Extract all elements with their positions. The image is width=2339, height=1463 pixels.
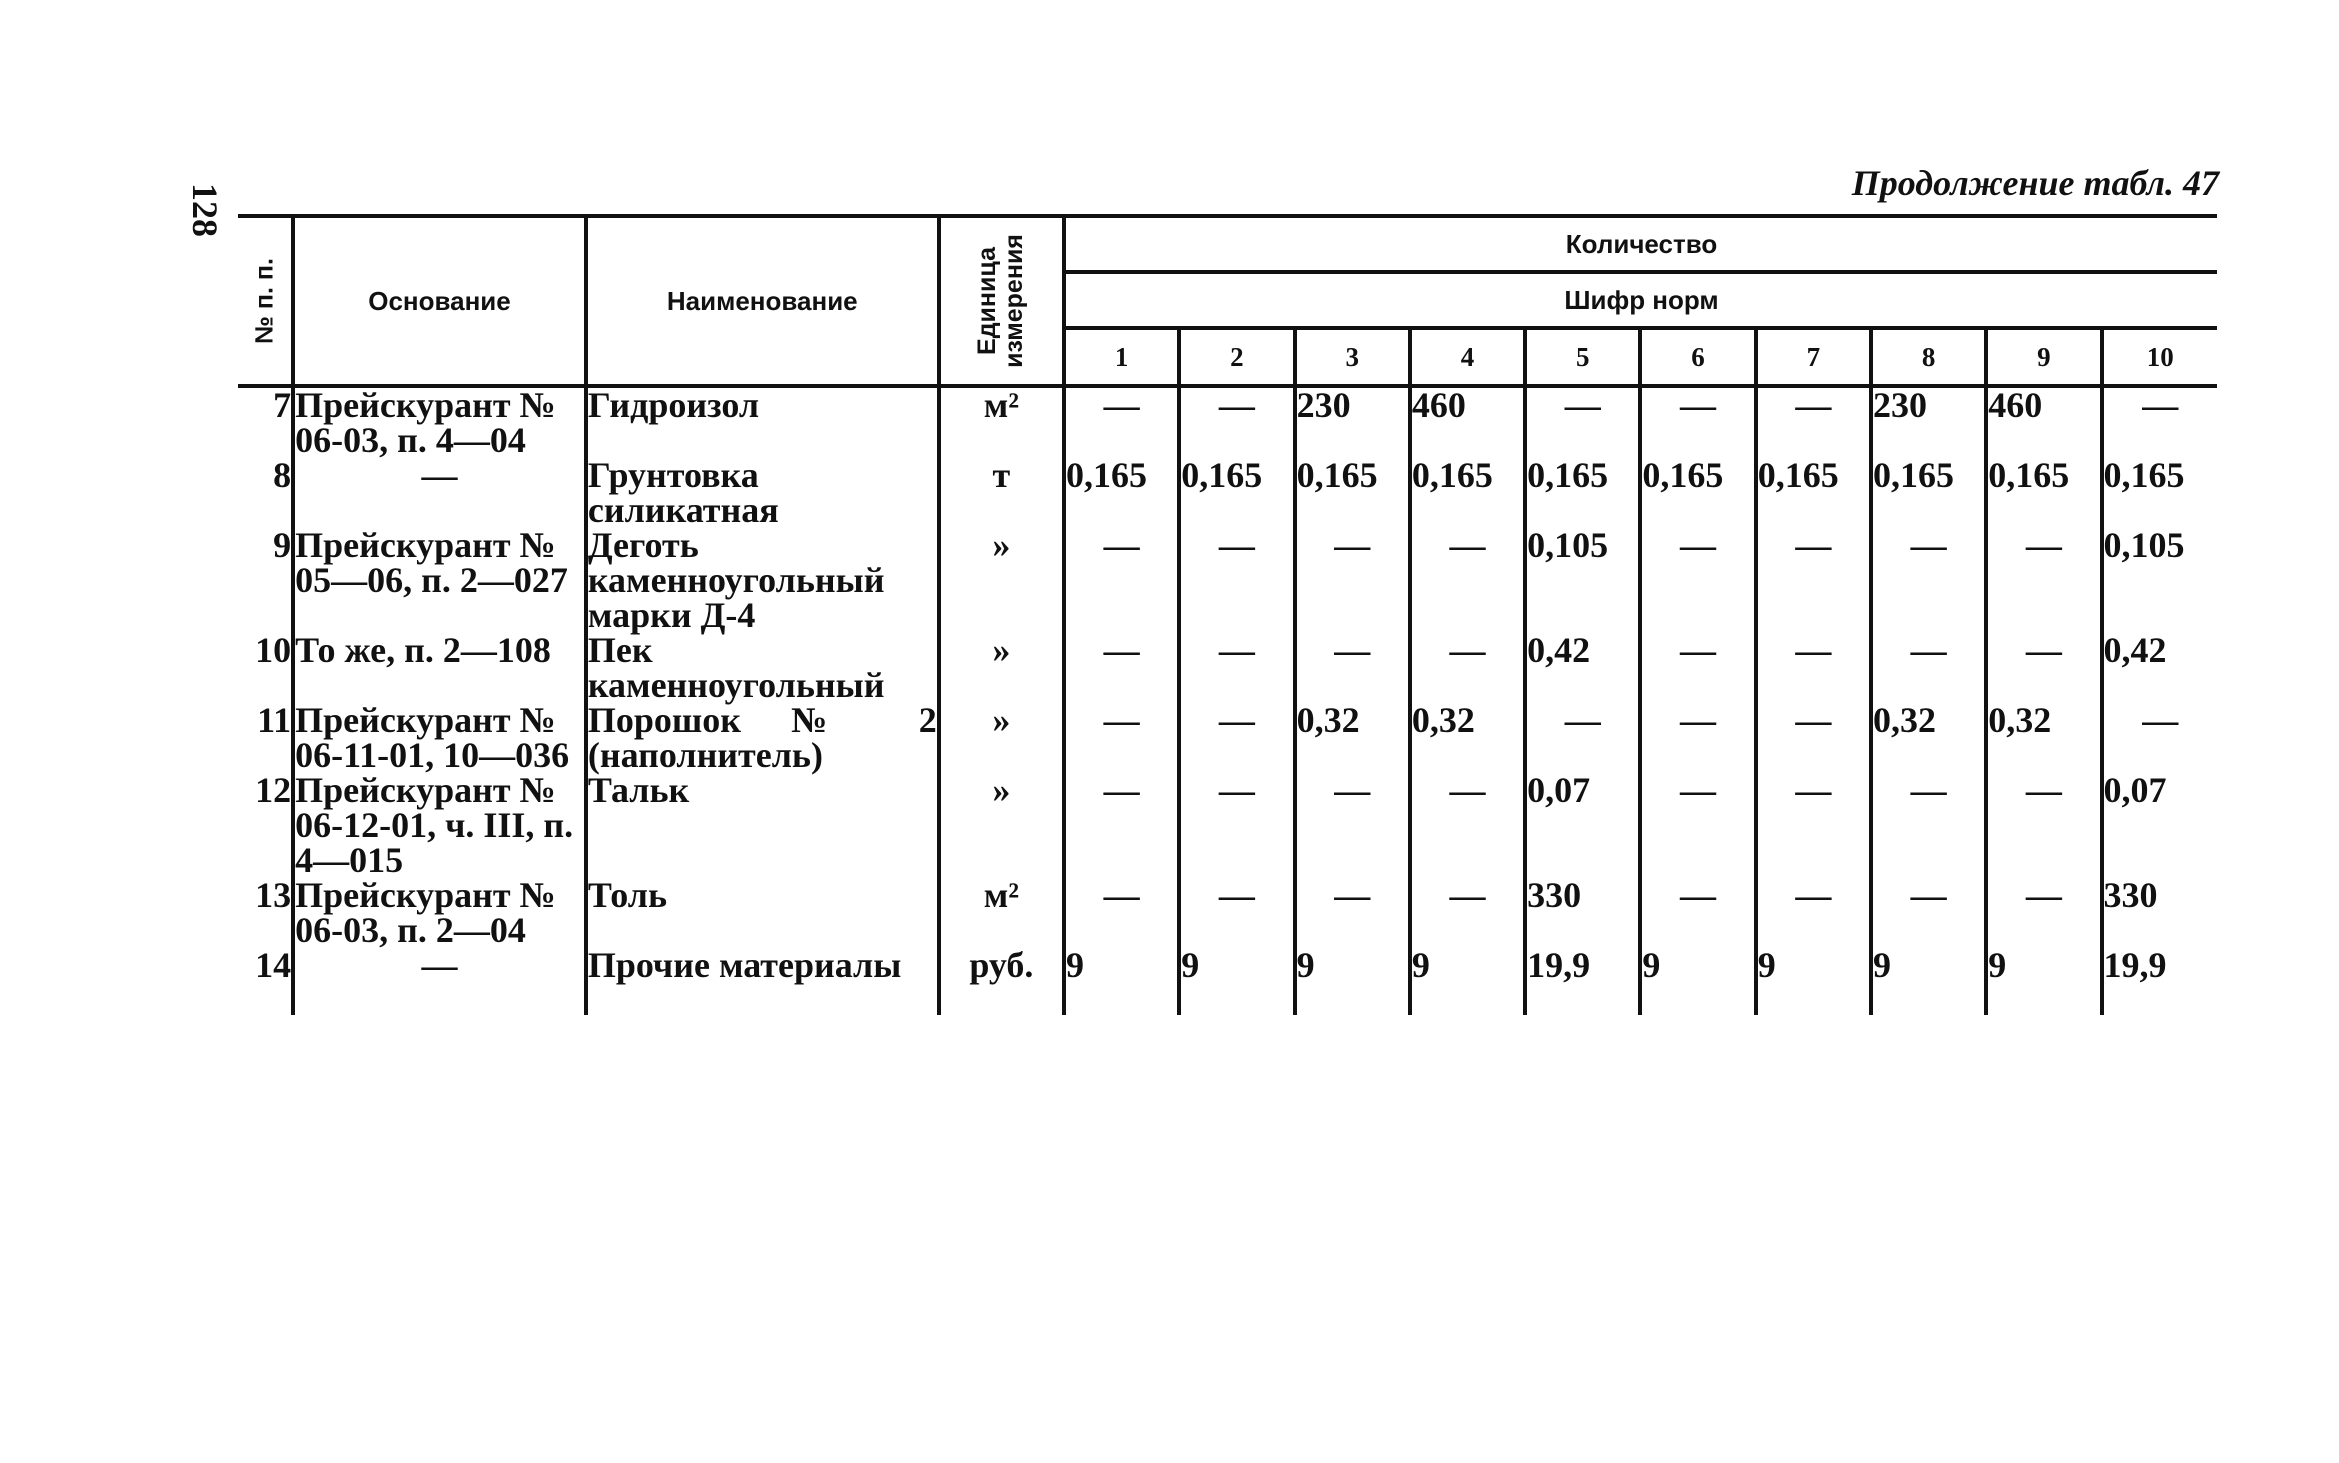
row-value-9: — [1986,633,2101,703]
row-value-5: 0,42 [1525,633,1640,703]
row-basis: — [293,458,586,528]
row-value-8: — [1871,528,1986,633]
row-value-6: 0,165 [1640,458,1755,528]
row-value-1: — [1064,703,1179,773]
row-value-9: 460 [1986,386,2101,458]
row-value-5: — [1525,703,1640,773]
row-value-10: 0,07 [2103,770,2167,810]
row-value-1: 9 [1064,948,1179,1015]
row-basis: — [293,948,586,1015]
row-value-10: — [2142,700,2179,740]
table-header [238,216,2217,386]
row-value-9: 0,32 [1986,703,2101,773]
header-code: Шифр норм [1064,272,2217,328]
table-row [238,878,2217,948]
row-value-4: 9 [1410,948,1525,1015]
row-value-9: — [1986,528,2101,633]
row-name: Гидроизол [586,386,939,458]
table-caption: Продолжение табл. 47 [1851,163,2219,203]
header-index-7: 7 [1756,328,1871,386]
row-value-2: — [1179,386,1294,458]
header-index-2: 2 [1179,328,1294,386]
row-value-9: — [1986,773,2101,878]
row-basis: Прейскурант № 06-12-01, ч. III, п. 4—015 [293,773,586,878]
table-row [238,773,2217,878]
row-value-5: 19,9 [1525,948,1640,1015]
row-value-10: 19,9 [2103,945,2167,985]
row-value-10: — [2142,385,2179,425]
row-value-6: — [1640,386,1755,458]
row-value-6: — [1640,703,1755,773]
table-row [238,386,2217,458]
row-basis: Прейскурант № 06-03, п. 4—04 [293,386,586,458]
row-value-7: — [1756,528,1871,633]
row-unit: т [939,458,1064,528]
row-value-4: — [1410,633,1525,703]
row-value-7: — [1756,633,1871,703]
row-value-6: — [1640,878,1755,948]
norms-table-wrapper [238,214,2217,1015]
norms-table [238,214,2217,1015]
row-value-4: 0,32 [1410,703,1525,773]
row-value-5: 0,105 [1525,528,1640,633]
header-index-10: 10 [2102,328,2217,386]
row-value-2: — [1179,528,1294,633]
row-unit: » [939,528,1064,633]
row-value-3: — [1295,773,1410,878]
row-value-2: — [1179,633,1294,703]
table-row [238,948,2217,1015]
row-value-7: — [1756,703,1871,773]
row-value-8: — [1871,773,1986,878]
row-value-2: — [1179,878,1294,948]
row-name: Тальк [586,773,939,878]
row-value-8: — [1871,878,1986,948]
row-value-5: 0,07 [1525,773,1640,878]
row-value-2: 9 [1179,948,1294,1015]
table-row [238,458,2217,528]
row-number: 12 [238,773,293,878]
row-value-7: 0,165 [1756,458,1871,528]
row-value-1: — [1064,386,1179,458]
row-value-6: — [1640,773,1755,878]
header-index-8: 8 [1871,328,1986,386]
header-quantity: Количество [1064,216,2217,272]
row-basis: Прейскурант № 06-11-01, 10—036 [293,703,586,773]
row-number: 10 [238,633,293,703]
row-value-3: 0,165 [1295,458,1410,528]
table-row [238,633,2217,703]
row-number: 9 [238,528,293,633]
row-name: Пек каменноугольный [586,633,939,703]
header-unit: Единица измерения [939,216,1064,386]
row-unit: » [939,773,1064,878]
row-value-1: 0,165 [1064,458,1179,528]
row-value-10: 0,165 [2103,455,2185,495]
row-value-8: 230 [1871,386,1986,458]
table-row [238,703,2217,773]
row-value-7: 9 [1756,948,1871,1015]
row-value-4: — [1410,528,1525,633]
row-value-8: 9 [1871,948,1986,1015]
row-name: Толь [586,878,939,948]
row-value-3: — [1295,528,1410,633]
row-value-3: — [1295,633,1410,703]
row-value-1: — [1064,773,1179,878]
row-value-8: — [1871,633,1986,703]
row-number: 11 [238,703,293,773]
row-value-2: — [1179,773,1294,878]
row-value-7: — [1756,773,1871,878]
header-basis: Основание [293,216,586,386]
row-number: 7 [238,386,293,458]
row-value-6: — [1640,528,1755,633]
row-value-3: 9 [1295,948,1410,1015]
row-unit: м² [939,386,1064,458]
row-number: 14 [238,948,293,1015]
row-unit: руб. [939,948,1064,1015]
row-value-4: 0,165 [1410,458,1525,528]
row-value-5: 330 [1525,878,1640,948]
header-index-1: 1 [1064,328,1179,386]
row-unit: » [939,703,1064,773]
header-index-6: 6 [1640,328,1755,386]
header-index-9: 9 [1986,328,2101,386]
row-value-3: 230 [1295,386,1410,458]
row-name: Грунтовка силикатная [586,458,939,528]
header-index-4: 4 [1410,328,1525,386]
row-value-9: — [1986,878,2101,948]
row-value-3: — [1295,878,1410,948]
row-value-4: — [1410,878,1525,948]
row-value-8: 0,165 [1871,458,1986,528]
row-number: 13 [238,878,293,948]
header-num: № п. п. [238,216,293,386]
row-value-10: 0,42 [2103,630,2167,670]
row-value-3: 0,32 [1295,703,1410,773]
row-value-4: — [1410,773,1525,878]
row-basis: Прейскурант № 05—06, п. 2—027 [293,528,586,633]
row-value-9: 0,165 [1986,458,2101,528]
row-value-10: 330 [2103,875,2158,915]
row-value-2: 0,165 [1179,458,1294,528]
row-name: Порошок № 2 (наполнитель) [587,700,937,775]
row-value-5: — [1525,386,1640,458]
table-body [238,386,2217,1015]
row-value-1: — [1064,878,1179,948]
row-value-5: 0,165 [1525,458,1640,528]
page-number: 128 [185,183,225,237]
row-value-10: 0,105 [2103,525,2185,565]
row-value-8: 0,32 [1871,703,1986,773]
row-value-6: — [1640,633,1755,703]
row-value-4: 460 [1410,386,1525,458]
row-name: Прочие материалы [586,948,939,1015]
row-value-7: — [1756,386,1871,458]
table-row [238,528,2217,633]
row-basis: Прейскурант № 06-03, п. 2—04 [293,878,586,948]
row-unit: м² [939,878,1064,948]
header-index-5: 5 [1525,328,1640,386]
row-value-9: 9 [1986,948,2101,1015]
row-value-7: — [1756,878,1871,948]
row-number: 8 [238,458,293,528]
row-value-2: — [1179,703,1294,773]
row-unit: » [939,633,1064,703]
header-name: Наименование [586,216,939,386]
row-value-1: — [1064,633,1179,703]
row-value-1: — [1064,528,1179,633]
row-value-6: 9 [1640,948,1755,1015]
row-basis: То же, п. 2—108 [293,633,586,703]
row-name: Деготь каменноугольный марки Д-4 [586,528,939,633]
header-index-3: 3 [1295,328,1410,386]
